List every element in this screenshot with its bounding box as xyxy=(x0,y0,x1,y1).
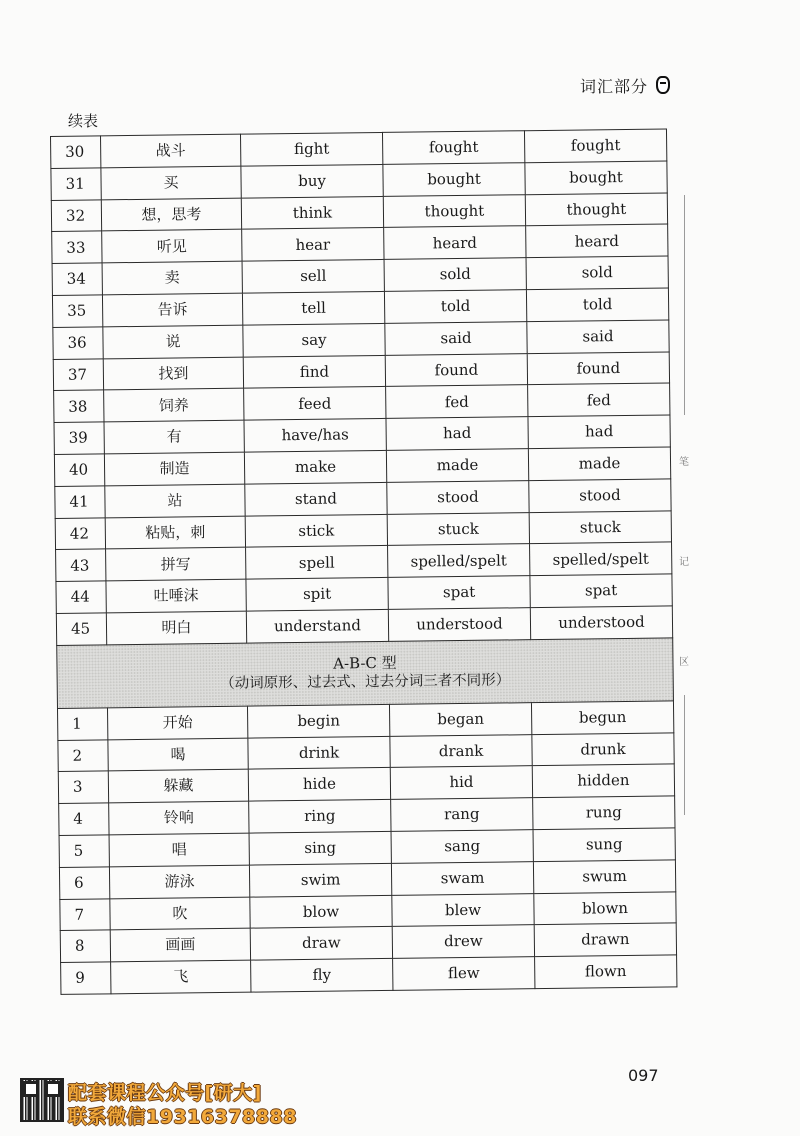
base-form-cell: ring xyxy=(249,800,391,834)
past-tense-cell: stuck xyxy=(387,512,529,546)
past-participle-cell: bought xyxy=(525,161,667,195)
page-number: 097 xyxy=(628,1066,659,1085)
section-subtitle: （动词原形、过去式、过去分词三者不同形） xyxy=(220,672,511,692)
row-number-cell: 39 xyxy=(54,422,104,454)
row-number-cell: 9 xyxy=(61,962,111,994)
base-form-cell: fight xyxy=(240,132,382,166)
past-participle-cell: stood xyxy=(529,479,671,513)
chinese-meaning-cell: 告诉 xyxy=(102,293,242,327)
margin-note-char: 笔 xyxy=(679,457,689,468)
past-tense-cell: spat xyxy=(388,576,530,610)
row-number-cell: 32 xyxy=(51,199,101,231)
notes-margin xyxy=(676,195,692,815)
row-number-cell: 4 xyxy=(59,803,109,835)
chinese-meaning-cell: 说 xyxy=(103,325,243,359)
past-participle-cell: swum xyxy=(533,860,675,894)
row-number-cell: 43 xyxy=(56,549,106,581)
base-form-cell: sell xyxy=(242,260,384,294)
past-participle-cell: fought xyxy=(524,129,666,163)
section-header-row xyxy=(57,638,674,709)
base-form-cell: feed xyxy=(244,387,386,421)
base-form-cell: blow xyxy=(250,895,392,929)
chinese-meaning-cell: 粘贴，刺 xyxy=(105,516,245,550)
row-number-cell: 33 xyxy=(52,231,102,263)
past-tense-cell: had xyxy=(386,417,528,451)
past-tense-cell: blew xyxy=(392,893,534,927)
row-number-cell: 34 xyxy=(52,263,102,295)
continued-label: 续表 xyxy=(68,112,99,130)
row-number-cell: 31 xyxy=(51,168,101,200)
watermark-line-1: 配套课程公众号[研大] xyxy=(68,1082,262,1104)
margin-divider xyxy=(684,195,685,415)
past-tense-cell: sold xyxy=(384,258,526,292)
past-tense-cell: fed xyxy=(386,385,528,419)
past-participle-cell: stuck xyxy=(529,511,671,545)
row-number-cell: 6 xyxy=(59,867,109,899)
base-form-cell: buy xyxy=(241,164,383,198)
row-number-cell: 44 xyxy=(56,581,106,613)
past-participle-cell: heard xyxy=(526,224,668,258)
past-participle-cell: thought xyxy=(525,193,667,227)
past-participle-cell: fed xyxy=(528,383,670,417)
qr-code-icon xyxy=(20,1078,64,1122)
base-form-cell: find xyxy=(243,355,385,389)
chinese-meaning-cell: 听见 xyxy=(102,230,242,264)
base-form-cell: begin xyxy=(247,704,389,738)
past-participle-cell: begun xyxy=(531,701,673,735)
margin-note-char: 区 xyxy=(679,657,689,668)
base-form-cell: stick xyxy=(245,514,387,548)
past-tense-cell: spelled/spelt xyxy=(388,544,530,578)
section-header-cell xyxy=(57,638,674,709)
base-form-cell: swim xyxy=(249,863,391,897)
row-number-cell: 8 xyxy=(60,930,110,962)
row-number-cell: 3 xyxy=(58,771,108,803)
table-row xyxy=(61,955,677,994)
row-number-cell: 35 xyxy=(52,295,102,327)
past-tense-cell: began xyxy=(389,702,531,736)
past-participle-cell: had xyxy=(528,415,670,449)
row-number-cell: 2 xyxy=(58,739,108,771)
past-participle-cell: drunk xyxy=(532,732,674,766)
past-participle-cell: sold xyxy=(526,256,668,290)
row-number-cell: 36 xyxy=(53,327,103,359)
past-tense-cell: heard xyxy=(384,226,526,260)
row-number-cell: 7 xyxy=(60,898,110,930)
chinese-meaning-cell: 战斗 xyxy=(101,134,241,168)
row-number-cell: 42 xyxy=(55,517,105,549)
past-tense-cell: flew xyxy=(393,957,535,991)
past-tense-cell: bought xyxy=(383,162,525,196)
past-participle-cell: drawn xyxy=(534,923,676,957)
chinese-meaning-cell: 卖 xyxy=(102,261,242,295)
past-participle-cell: found xyxy=(527,352,669,386)
chinese-meaning-cell: 制造 xyxy=(104,452,244,486)
chinese-meaning-cell: 开始 xyxy=(107,706,247,740)
chinese-meaning-cell: 找到 xyxy=(103,357,243,391)
row-number-cell: 30 xyxy=(51,136,101,168)
base-form-cell: say xyxy=(243,323,385,357)
past-participle-cell: hidden xyxy=(532,764,674,798)
section-title-abc: A-B-C 型 xyxy=(333,653,397,673)
margin-divider xyxy=(684,695,685,815)
row-number-cell: 1 xyxy=(57,708,107,740)
chinese-meaning-cell: 有 xyxy=(104,420,244,454)
past-tense-cell: thought xyxy=(383,194,525,228)
past-tense-cell: understood xyxy=(388,608,530,642)
chinese-meaning-cell: 躲藏 xyxy=(108,769,248,803)
base-form-cell: stand xyxy=(245,482,387,516)
chinese-meaning-cell: 明白 xyxy=(106,611,246,645)
chinese-meaning-cell: 飞 xyxy=(111,960,251,994)
verb-table xyxy=(50,128,677,994)
base-form-cell: understand xyxy=(246,609,388,643)
chinese-meaning-cell: 买 xyxy=(101,166,241,200)
past-participle-cell: sung xyxy=(533,828,675,862)
watermark-line-2: 联系微信19316378888 xyxy=(68,1106,297,1128)
section-title: 词汇部分 xyxy=(579,76,648,96)
chinese-meaning-cell: 吹 xyxy=(110,897,250,931)
past-tense-cell: fought xyxy=(382,131,524,165)
past-participle-cell: made xyxy=(528,447,670,481)
past-participle-cell: rung xyxy=(533,796,675,830)
base-form-cell: fly xyxy=(251,959,393,993)
past-tense-cell: told xyxy=(384,290,526,324)
past-tense-cell: found xyxy=(385,353,527,387)
past-participle-cell: understood xyxy=(530,606,672,640)
chinese-meaning-cell: 游泳 xyxy=(109,865,249,899)
base-form-cell: make xyxy=(244,450,386,484)
row-number-cell: 41 xyxy=(55,486,105,518)
past-participle-cell: told xyxy=(526,288,668,322)
row-number-cell: 37 xyxy=(53,358,103,390)
past-tense-cell: drew xyxy=(392,925,534,959)
past-tense-cell: sang xyxy=(391,830,533,864)
base-form-cell: drink xyxy=(248,736,390,770)
chinese-meaning-cell: 喝 xyxy=(108,738,248,772)
base-form-cell: tell xyxy=(242,291,384,325)
chinese-meaning-cell: 唱 xyxy=(109,833,249,867)
base-form-cell: hide xyxy=(248,768,390,802)
past-tense-cell: drank xyxy=(390,734,532,768)
page-header xyxy=(520,70,670,100)
chinese-meaning-cell: 画画 xyxy=(110,928,250,962)
chinese-meaning-cell: 吐唾沫 xyxy=(106,579,246,613)
base-form-cell: sing xyxy=(249,831,391,865)
past-tense-cell: said xyxy=(385,321,527,355)
chinese-meaning-cell: 想，思考 xyxy=(101,198,241,232)
past-participle-cell: spat xyxy=(530,574,672,608)
base-form-cell: draw xyxy=(250,927,392,961)
row-number-cell: 40 xyxy=(54,454,104,486)
past-tense-cell: rang xyxy=(391,798,533,832)
mascot-head-icon xyxy=(656,76,670,94)
row-number-cell: 45 xyxy=(56,613,106,645)
past-tense-cell: swam xyxy=(391,861,533,895)
margin-note-char: 记 xyxy=(679,557,689,568)
past-participle-cell: blown xyxy=(534,891,676,925)
chinese-meaning-cell: 站 xyxy=(105,484,245,518)
chinese-meaning-cell: 饲养 xyxy=(104,389,244,423)
past-participle-cell: flown xyxy=(535,955,677,989)
watermark xyxy=(20,1076,320,1132)
past-tense-cell: stood xyxy=(387,480,529,514)
past-tense-cell: hid xyxy=(390,766,532,800)
chinese-meaning-cell: 铃响 xyxy=(109,801,249,835)
base-form-cell: spit xyxy=(246,578,388,612)
chinese-meaning-cell: 拼写 xyxy=(106,548,246,582)
past-participle-cell: said xyxy=(527,320,669,354)
row-number-cell: 38 xyxy=(54,390,104,422)
base-form-cell: think xyxy=(241,196,383,230)
base-form-cell: spell xyxy=(246,546,388,580)
past-participle-cell: spelled/spelt xyxy=(530,542,672,576)
base-form-cell: have/has xyxy=(244,419,386,453)
base-form-cell: hear xyxy=(242,228,384,262)
past-tense-cell: made xyxy=(386,449,528,483)
row-number-cell: 5 xyxy=(59,835,109,867)
